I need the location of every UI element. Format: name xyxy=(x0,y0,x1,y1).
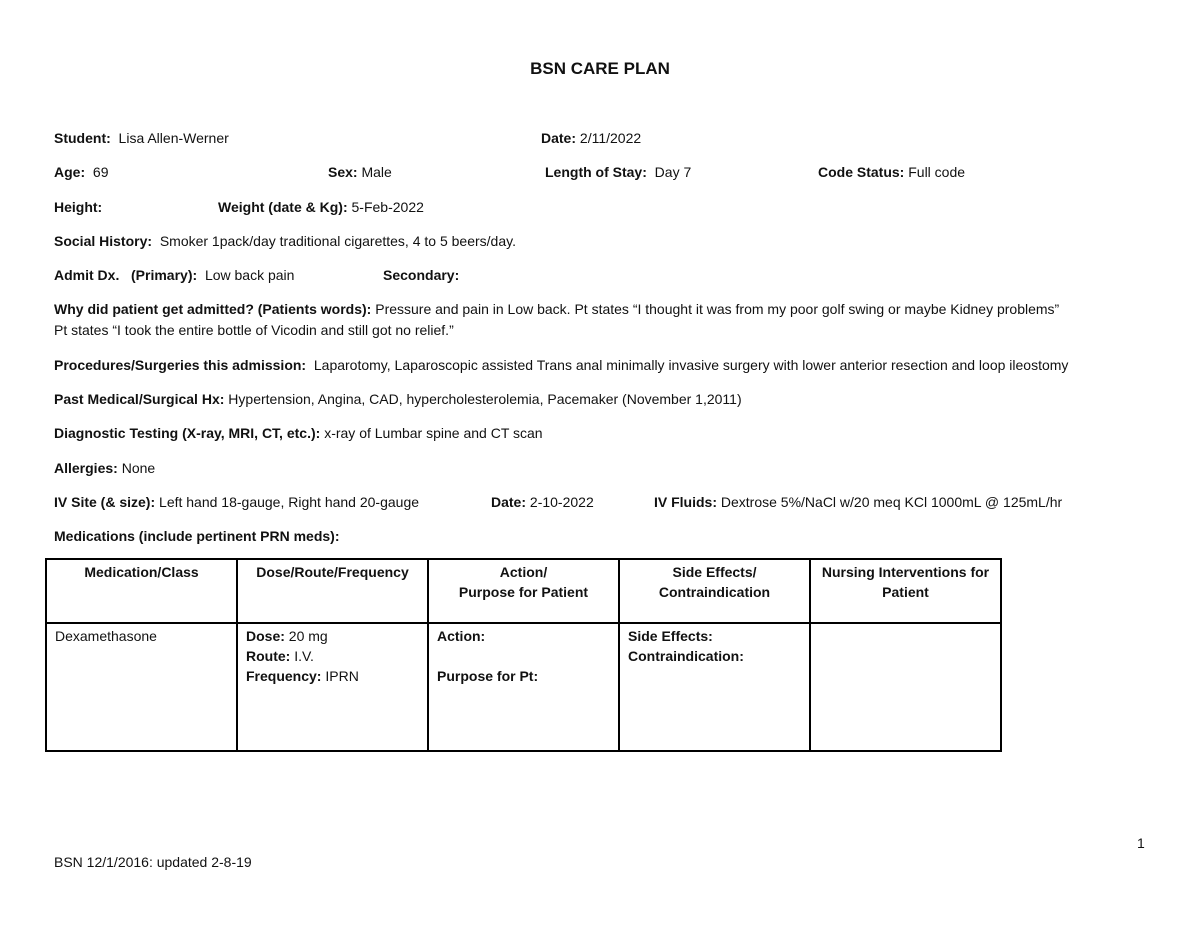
cell-medication xyxy=(46,623,237,751)
allergies-field xyxy=(54,458,155,478)
admit-dx-label: Admit Dx. xyxy=(54,267,120,283)
page-title: BSN CARE PLAN xyxy=(530,59,670,78)
iv-fluids-label: IV Fluids: xyxy=(654,494,717,510)
height-field xyxy=(54,197,102,217)
code-status-field xyxy=(818,162,965,182)
iv-date-field xyxy=(491,492,594,512)
past-history-field xyxy=(54,389,742,409)
page-number: 1 xyxy=(1137,835,1145,851)
cell-nursing-interventions xyxy=(810,623,1001,751)
medications-table xyxy=(45,558,1002,752)
header-dose-route-frequency xyxy=(237,559,428,623)
allergies-label: Allergies: xyxy=(54,460,118,476)
table-row xyxy=(46,623,1001,751)
age-field xyxy=(54,162,108,182)
sex-field xyxy=(328,162,392,182)
length-of-stay-field xyxy=(545,162,691,182)
procedures-value: Laparotomy, Laparoscopic assisted Trans anal minimally invasive surgery with lower anterior resection and loop ileostomy xyxy=(313,357,1069,373)
date-value: 2/11/2022 xyxy=(579,130,642,146)
why-admitted-line2: Pt states “I took the entire bottle of Vicodin and still got no relief.” xyxy=(54,322,454,338)
past-history-value: Hypertension, Angina, CAD, hypercholesterolemia, Pacemaker (November 1,2011) xyxy=(228,391,742,407)
past-history-label: Past Medical/Surgical Hx: xyxy=(54,391,225,407)
table-header-row xyxy=(46,559,1001,623)
iv-fluids-value: Dextrose 5%/NaCl w/20 meq KCl 1000mL @ 125mL/hr xyxy=(720,494,1063,510)
allergies-value: None xyxy=(121,460,156,476)
medications-label: Medications (include pertinent PRN meds): xyxy=(54,528,340,544)
why-admitted-field xyxy=(54,299,1059,319)
route-value: I.V. xyxy=(294,648,314,664)
student-label: Student: xyxy=(54,130,111,146)
spacer xyxy=(437,646,610,666)
length-of-stay-value: Day 7 xyxy=(654,164,692,180)
header-medication-class xyxy=(46,559,237,623)
admit-dx-secondary-field xyxy=(383,265,459,285)
procedures-field xyxy=(54,355,1068,375)
iv-fluids-field xyxy=(654,492,1062,512)
header-patient-text: Patient xyxy=(882,584,929,600)
social-history-value: Smoker 1pack/day traditional cigarettes, 4 to 5 beers/day. xyxy=(159,233,516,249)
social-history-field xyxy=(54,231,516,251)
iv-site-label: IV Site (& size): xyxy=(54,494,156,510)
dose-label: Dose: xyxy=(246,628,285,644)
procedures-label: Procedures/Surgeries this admission: xyxy=(54,357,307,373)
frequency-line xyxy=(246,666,419,686)
header-nursing-interventions xyxy=(810,559,1001,623)
student-value: Lisa Allen-Werner xyxy=(118,130,229,146)
purpose-label: Purpose for Pt: xyxy=(437,668,539,684)
social-history-label: Social History: xyxy=(54,233,153,249)
dose-line xyxy=(246,626,419,646)
iv-site-value: Left hand 18-gauge, Right hand 20-gauge xyxy=(159,494,420,510)
weight-field xyxy=(218,197,424,217)
date-field xyxy=(541,128,641,148)
iv-date-label: Date: xyxy=(491,494,527,510)
side-effects-label: Side Effects: xyxy=(628,628,713,644)
route-label: Route: xyxy=(246,648,291,664)
header-nursing-text: Nursing Interventions for xyxy=(821,564,990,580)
admit-dx-field xyxy=(54,265,294,285)
date-label: Date: xyxy=(541,130,577,146)
action-line xyxy=(437,626,610,646)
header-medication-class-text: Medication/Class xyxy=(84,564,199,580)
route-line xyxy=(246,646,419,666)
admit-dx-primary-label: (Primary): xyxy=(131,267,198,283)
code-status-label: Code Status: xyxy=(818,164,905,180)
medication-name: Dexamethasone xyxy=(55,628,157,644)
sex-label: Sex: xyxy=(328,164,358,180)
header-action-purpose xyxy=(428,559,619,623)
footer-text: BSN 12/1/2016: updated 2-8-19 xyxy=(54,854,252,870)
header-contraindication-text: Contraindication xyxy=(658,584,771,600)
sex-value: Male xyxy=(361,164,392,180)
iv-site-field xyxy=(54,492,419,512)
header-side-effects-text: Side Effects/ xyxy=(672,564,757,580)
action-label: Action: xyxy=(437,628,486,644)
cell-side-effects xyxy=(619,623,810,751)
why-admitted-line1: Pressure and pain in Low back. Pt states “I thought it was from my poor golf swing or maybe Kidney problems” xyxy=(375,301,1060,317)
student-field xyxy=(54,128,229,148)
cell-dose-route-frequency xyxy=(237,623,428,751)
purpose-line xyxy=(437,666,610,686)
cell-action-purpose xyxy=(428,623,619,751)
header-side-effects xyxy=(619,559,810,623)
code-status-value: Full code xyxy=(908,164,966,180)
header-action-text: Action/ xyxy=(499,564,548,580)
contraindication-line xyxy=(628,646,801,666)
admit-dx-secondary-label: Secondary: xyxy=(383,267,460,283)
frequency-label: Frequency: xyxy=(246,668,322,684)
diagnostic-label: Diagnostic Testing (X-ray, MRI, CT, etc.): xyxy=(54,425,321,441)
frequency-value: IPRN xyxy=(325,668,359,684)
age-value: 69 xyxy=(92,164,109,180)
length-of-stay-label: Length of Stay: xyxy=(545,164,647,180)
header-purpose-text: Purpose for Patient xyxy=(458,584,589,600)
height-label: Height: xyxy=(54,199,103,215)
why-admitted-label: Why did patient get admitted? (Patients words): xyxy=(54,301,372,317)
weight-value: 5-Feb-2022 xyxy=(351,199,424,215)
diagnostic-value: x-ray of Lumbar spine and CT scan xyxy=(324,425,543,441)
weight-label: Weight (date & Kg): xyxy=(218,199,348,215)
dose-value: 20 mg xyxy=(288,628,328,644)
contraindication-label: Contraindication: xyxy=(628,648,744,664)
admit-dx-primary-value: Low back pain xyxy=(204,267,295,283)
header-dose-route-frequency-text: Dose/Route/Frequency xyxy=(256,564,409,580)
age-label: Age: xyxy=(54,164,86,180)
side-effects-line xyxy=(628,626,801,646)
diagnostic-field xyxy=(54,423,543,443)
iv-date-value: 2-10-2022 xyxy=(529,494,594,510)
